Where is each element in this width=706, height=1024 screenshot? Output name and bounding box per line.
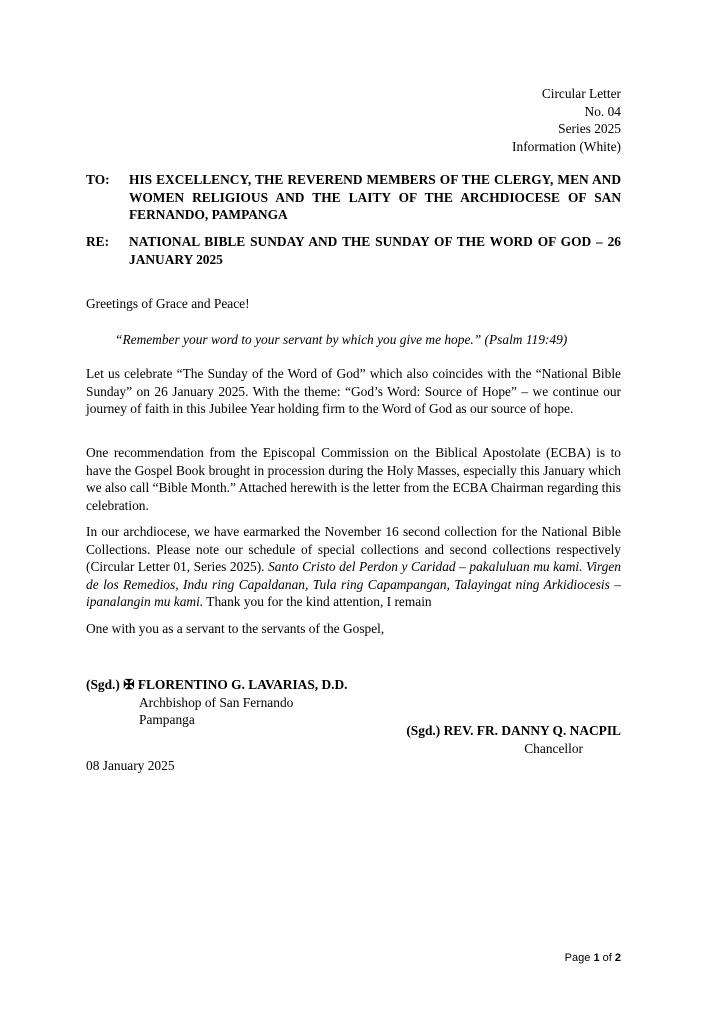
archbishop-signature [86, 676, 348, 729]
chancellor-name: REV. FR. DANNY Q. NACPIL [443, 723, 621, 738]
to-label: TO: [86, 172, 110, 187]
circular-series: Series 2025 [558, 121, 621, 137]
circular-number: No. 04 [584, 103, 621, 119]
circular-header [512, 85, 621, 155]
body-paragraph-1: Let us celebrate “The Sunday of the Word of God” which also coincides with the “National Bible Sunday” on 26 January 2025. With the theme: “God’s Word: Source of Hope” – we continue our journey of faith in this Jubilee Year holding firm to the Word of God as our source of hope. [86, 366, 621, 417]
thanks-text: Thank you for the kind attention, I remain [206, 594, 432, 610]
circular-letter-label: Circular Letter [541, 86, 621, 101]
page-word: Page [564, 952, 591, 964]
re-text: NATIONAL BIBLE SUNDAY AND THE SUNDAY OF THE WORD OF GOD – 26 JANUARY 2025 [129, 234, 621, 267]
chancellor-signature [406, 722, 621, 757]
archbishop-name: FLORENTINO G. LAVARIAS, D.D. [137, 677, 348, 692]
scripture-quote: “Remember your word to your servant by which you give me hope.” (Psalm 119:49) [115, 332, 568, 347]
chancellor-title: Chancellor [524, 740, 583, 756]
archbishop-title: Archbishop of San Fernando [139, 694, 294, 710]
page-current: 1 [593, 952, 600, 964]
page-total: 2 [614, 952, 621, 964]
subject-block [86, 233, 621, 268]
body-paragraph-3 [86, 523, 621, 611]
cross-icon: ✠ [123, 677, 135, 692]
circular-classification: Information (White) [512, 138, 621, 154]
sgd-marker: (Sgd.) [406, 723, 441, 738]
prayer-invocation: Santo Cristo del Perdon y Caridad – pakaluluan mu kami. Virgen de los Remedios, Indu ring Capaldanan, Tula ring Capampangan, Talayingat ning Arkidiocesis – ipanalangin mu kami. [86, 559, 621, 610]
letter-date: 08 January 2025 [86, 758, 175, 773]
to-text: HIS EXCELLENCY, THE REVEREND MEMBERS OF THE CLERGY, MEN AND WOMEN RELIGIOUS AND THE LAITY OF THE ARCHDIOCESE OF SAN FERNANDO, PAMPANGA [129, 172, 621, 223]
body-paragraph-2: One recommendation from the Episcopal Commission on the Biblical Apostolate (ECBA) is to have the Gospel Book brought in procession during the Holy Masses, especially this January which we also call “Bible Month.” Attached herewith is the letter from the ECBA Chairman regarding this celebration. [86, 445, 621, 513]
collections-text: In our archdiocese, we have earmarked the November 16 second collection for the National Bible Collections. Please note our schedule of special collections and second collections respectively (Circular Letter 01, Series 2025). [86, 524, 621, 575]
greeting: Greetings of Grace and Peace! [86, 296, 250, 311]
re-label: RE: [86, 234, 110, 249]
page-footer [565, 950, 621, 968]
sgd-marker: (Sgd.) [86, 677, 120, 692]
addressee-block [86, 171, 621, 224]
closing-line: One with you as a servant to the servants of the Gospel, [86, 621, 385, 636]
of-word: of [602, 952, 612, 964]
archbishop-place: Pampanga [139, 712, 195, 728]
